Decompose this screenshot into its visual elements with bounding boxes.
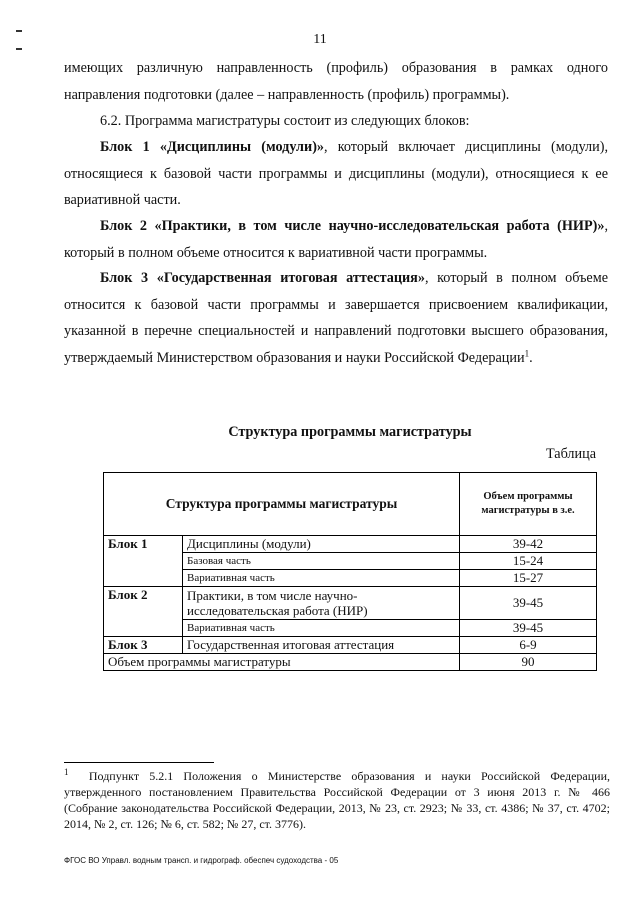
block2-var: Вариативная часть [183,620,460,637]
block3-heading: Блок 3 «Государственная итоговая аттестация» [100,270,425,286]
structure-table [103,472,597,671]
paragraph-text: имеющих различную направленность (профиль) образования в рамках одного направления подготовки (далее – направленность (профиль) программы). [64,60,608,103]
header-volume: Объем программы магистратуры в з.е. [460,473,597,536]
block1-base-value: 15-24 [460,553,597,570]
table-total-row [104,654,597,671]
block3-main-value: 6-9 [460,637,597,654]
table-header-row [104,473,597,536]
table-title: Структура программы магистратуры [228,424,472,440]
paragraph-block2 [64,213,608,266]
block2-main-value: 39-45 [460,587,597,620]
page-footer: ФГОС ВО Управл. водным трансп. и гидрограф. обеспеч судоходства - 05 [64,856,339,865]
paragraph-text: . [529,349,533,366]
footnote-ref: 1 [524,348,530,359]
block2-var-value: 39-45 [460,620,597,637]
footnote-mark: 1 [64,767,69,777]
page-number: 11 [313,32,327,47]
footnote [64,768,610,832]
paragraph-text: , который включает дисциплины (модули), относящиеся к базовой части программы и дисциплины (модули), относящиеся к ее вариативной части. [64,139,608,209]
table-row [104,536,597,553]
block2-label: Блок 2 [104,587,183,637]
block1-label: Блок 1 [104,536,183,587]
total-label: Объем программы магистратуры [104,654,460,671]
footnote-divider [64,762,214,763]
block2-heading: Блок 2 «Практики, в том числе научно-исследовательская работа (НИР)» [100,218,605,234]
block3-main: Государственная итоговая аттестация [183,637,460,654]
table-label: Таблица [545,446,596,462]
paragraph-text: 6.2. Программа магистратуры состоит из следующих блоков: [100,113,470,129]
block1-var-value: 15-27 [460,570,597,587]
footnote-text: Подпункт 5.2.1 Положения о Министерстве образования и науки Российской Федерации, утвержденного постановлением Правительства Российской Федерации от 3 июня 2013 г. № 466 (Собрание законодательства Российской Федерации, 2013, № 23, ст. 2923; № 33, ст. 4386; № 37, ст. 4702; 2014, № 2, ст. 126; № 6, ст. 582; № 27, ст. 3776). [64,769,611,831]
total-value: 90 [460,654,597,671]
block3-label: Блок 3 [104,637,183,654]
scan-mark [16,48,22,50]
header-structure: Структура программы магистратуры [104,473,460,536]
block1-heading: Блок 1 «Дисциплины (модули)» [100,139,325,155]
block1-main: Дисциплины (модули) [183,536,460,553]
block1-base: Базовая часть [183,553,460,570]
block1-main-value: 39-42 [460,536,597,553]
table-row [104,587,597,620]
paragraph-continuation [64,55,608,108]
block1-var: Вариативная часть [183,570,460,587]
paragraph-block3 [64,265,608,371]
paragraph-block1 [64,134,608,214]
table-row [104,637,597,654]
paragraph-6-2 [64,108,608,135]
block2-main: Практики, в том числе научно-исследовательская работа (НИР) [183,587,460,620]
paragraph-text: , который в полном объеме относится к вариативной части программы. [64,218,608,261]
paragraph-text: , который в полном объеме относится к базовой части программы и завершается присвоением квалификации, указанной в перечне специальностей и направлений подготовки высшего образования, утверждаемый Министерством образования и науки Российской Федерации [64,270,608,366]
